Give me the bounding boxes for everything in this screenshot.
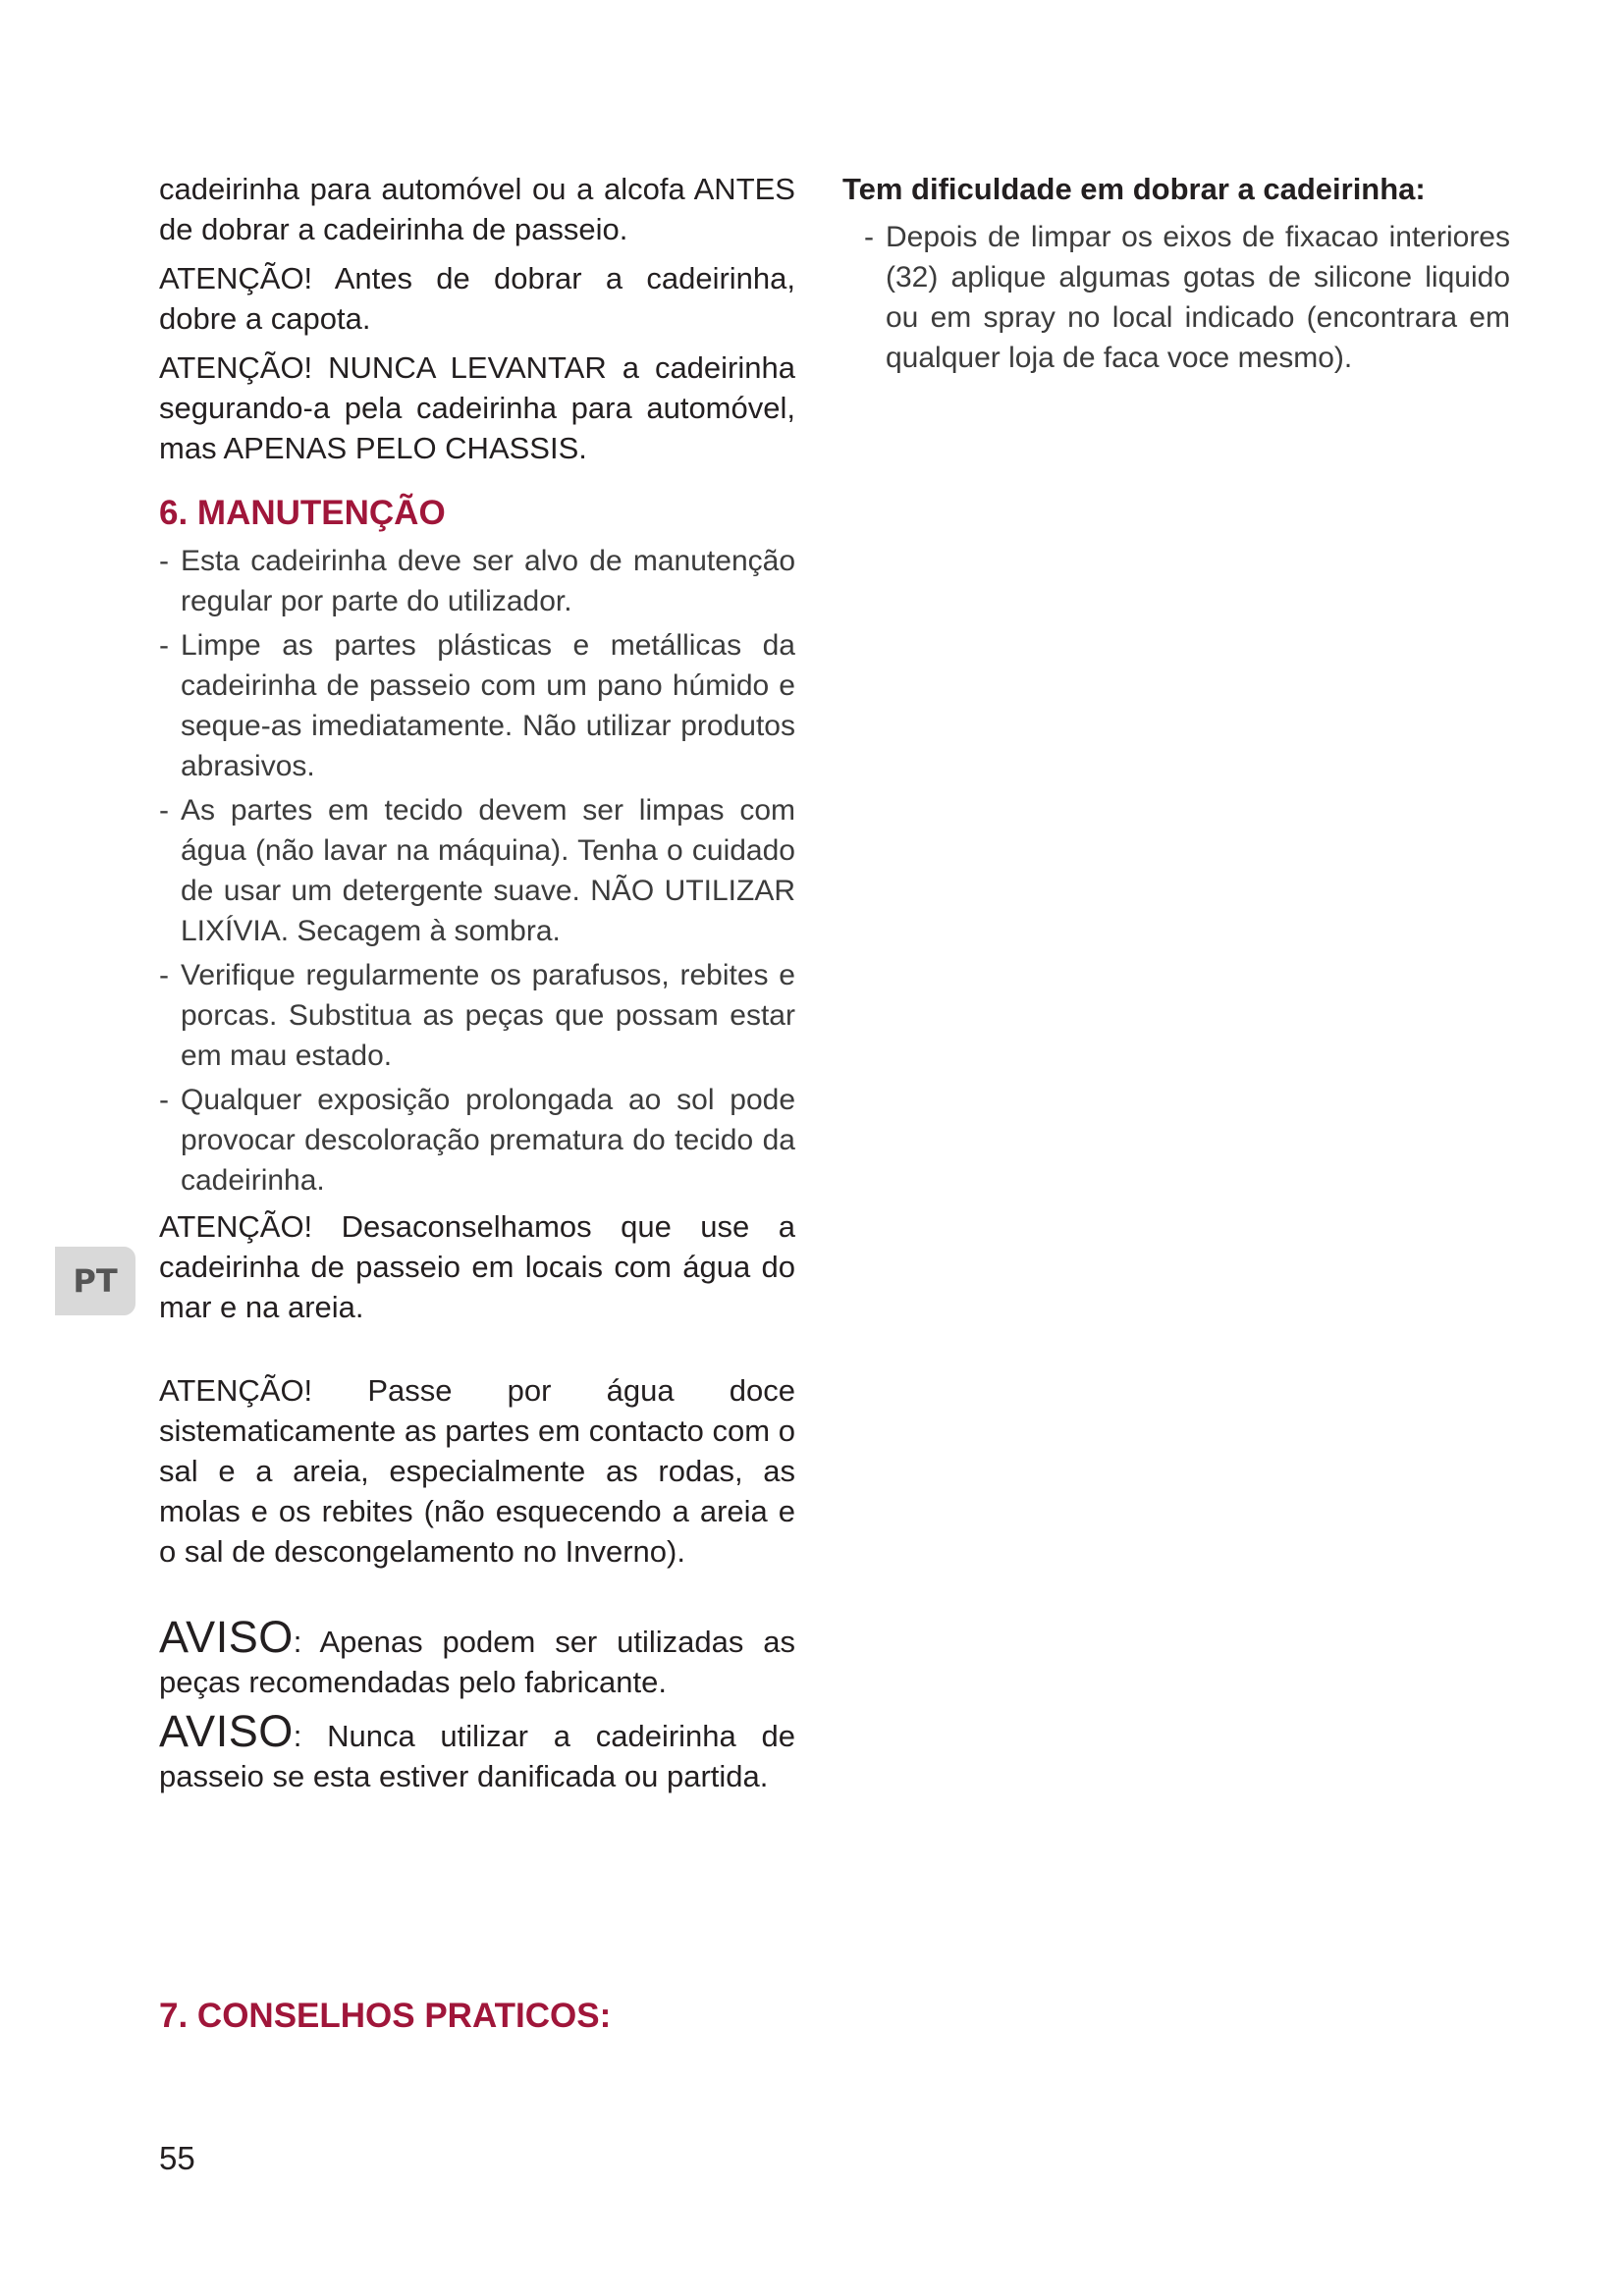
maint-item-5 [159,1080,795,1201]
page-number: 55 [159,2140,195,2176]
maint-item-2 [159,625,795,786]
aviso-1 [159,1612,795,1702]
section-7-title: 7. CONSELHOS PRATICOS: [159,1997,612,2035]
intro-paragraph-2: ATENÇÃO! Antes de dobrar a cadeirinha, dobre a capota. [159,261,795,336]
warning-sea: ATENÇÃO! Desaconselhamos que use a cadeirinha de passeio em locais com água do mar e na areia. [159,1209,795,1324]
right-subtitle: Tem dificuldade em dobrar a cadeirinha: [842,172,1426,206]
maint-item-4 [159,955,795,1076]
maint-item-text: Esta cadeirinha deve ser alvo de manutenção regular por parte do utilizador. [181,545,795,617]
list-dash: - [159,1084,169,1116]
intro-paragraph-1: cadeirinha para automóvel ou a alcofa ANTES de dobrar a cadeirinha de passeio. [159,172,795,246]
maint-item-text: Limpe as partes plásticas e metállicas da cadeirinha de passeio com um pano húmido e seque-as imediatamente. Não utilizar produtos abrasivos. [181,629,795,782]
left-column [159,169,795,2036]
warning-fresh-water: ATENÇÃO! Passe por água doce sistematicamente as partes em contacto com o sal e a areia, especialmente as rodas, as molas e os rebites (não esquecendo a areia e o sal de descongelamento no Inverno). [159,1373,795,1569]
maint-item-text: Verifique regularmente os parafusos, rebites e porcas. Substitua as peças que possam estar em mau estado. [181,959,795,1072]
right-item-text: Depois de limpar os eixos de fixacao interiores (32) aplique algumas gotas de silicone liquido ou em spray no local indicado (encontrara em qualquer loja de faca voce mesmo). [886,221,1510,374]
list-dash: - [864,221,874,253]
right-item [864,217,1510,378]
aviso-2-text: : Nunca utilizar a cadeirinha de passeio se esta estiver danificada ou partida. [159,1719,795,1793]
list-dash: - [159,545,169,577]
list-dash: - [159,794,169,827]
language-tab: PT [55,1247,135,1315]
maint-item-1 [159,541,795,621]
aviso-label: AVISO [159,1706,294,1756]
aviso-label: AVISO [159,1612,294,1662]
maint-item-3 [159,790,795,951]
section-6-title: 6. MANUTENÇÃO [159,494,446,532]
list-dash: - [159,959,169,991]
aviso-2 [159,1706,795,1796]
list-dash: - [159,629,169,662]
aviso-1-text: : Apenas podem ser utilizadas as peças recomendadas pelo fabricante. [159,1625,795,1699]
maint-item-text: Qualquer exposição prolongada ao sol pode provocar descoloração prematura do tecido da cadeirinha. [181,1084,795,1197]
intro-paragraph-3: ATENÇÃO! NUNCA LEVANTAR a cadeirinha segurando-a pela cadeirinha para automóvel, mas APENAS PELO CHASSIS. [159,350,795,465]
right-column [842,169,1510,382]
maint-item-text: As partes em tecido devem ser limpas com água (não lavar na máquina). Tenha o cuidado de usar um detergente suave. NÃO UTILIZAR LIXÍVIA. Secagem à sombra. [181,794,795,947]
